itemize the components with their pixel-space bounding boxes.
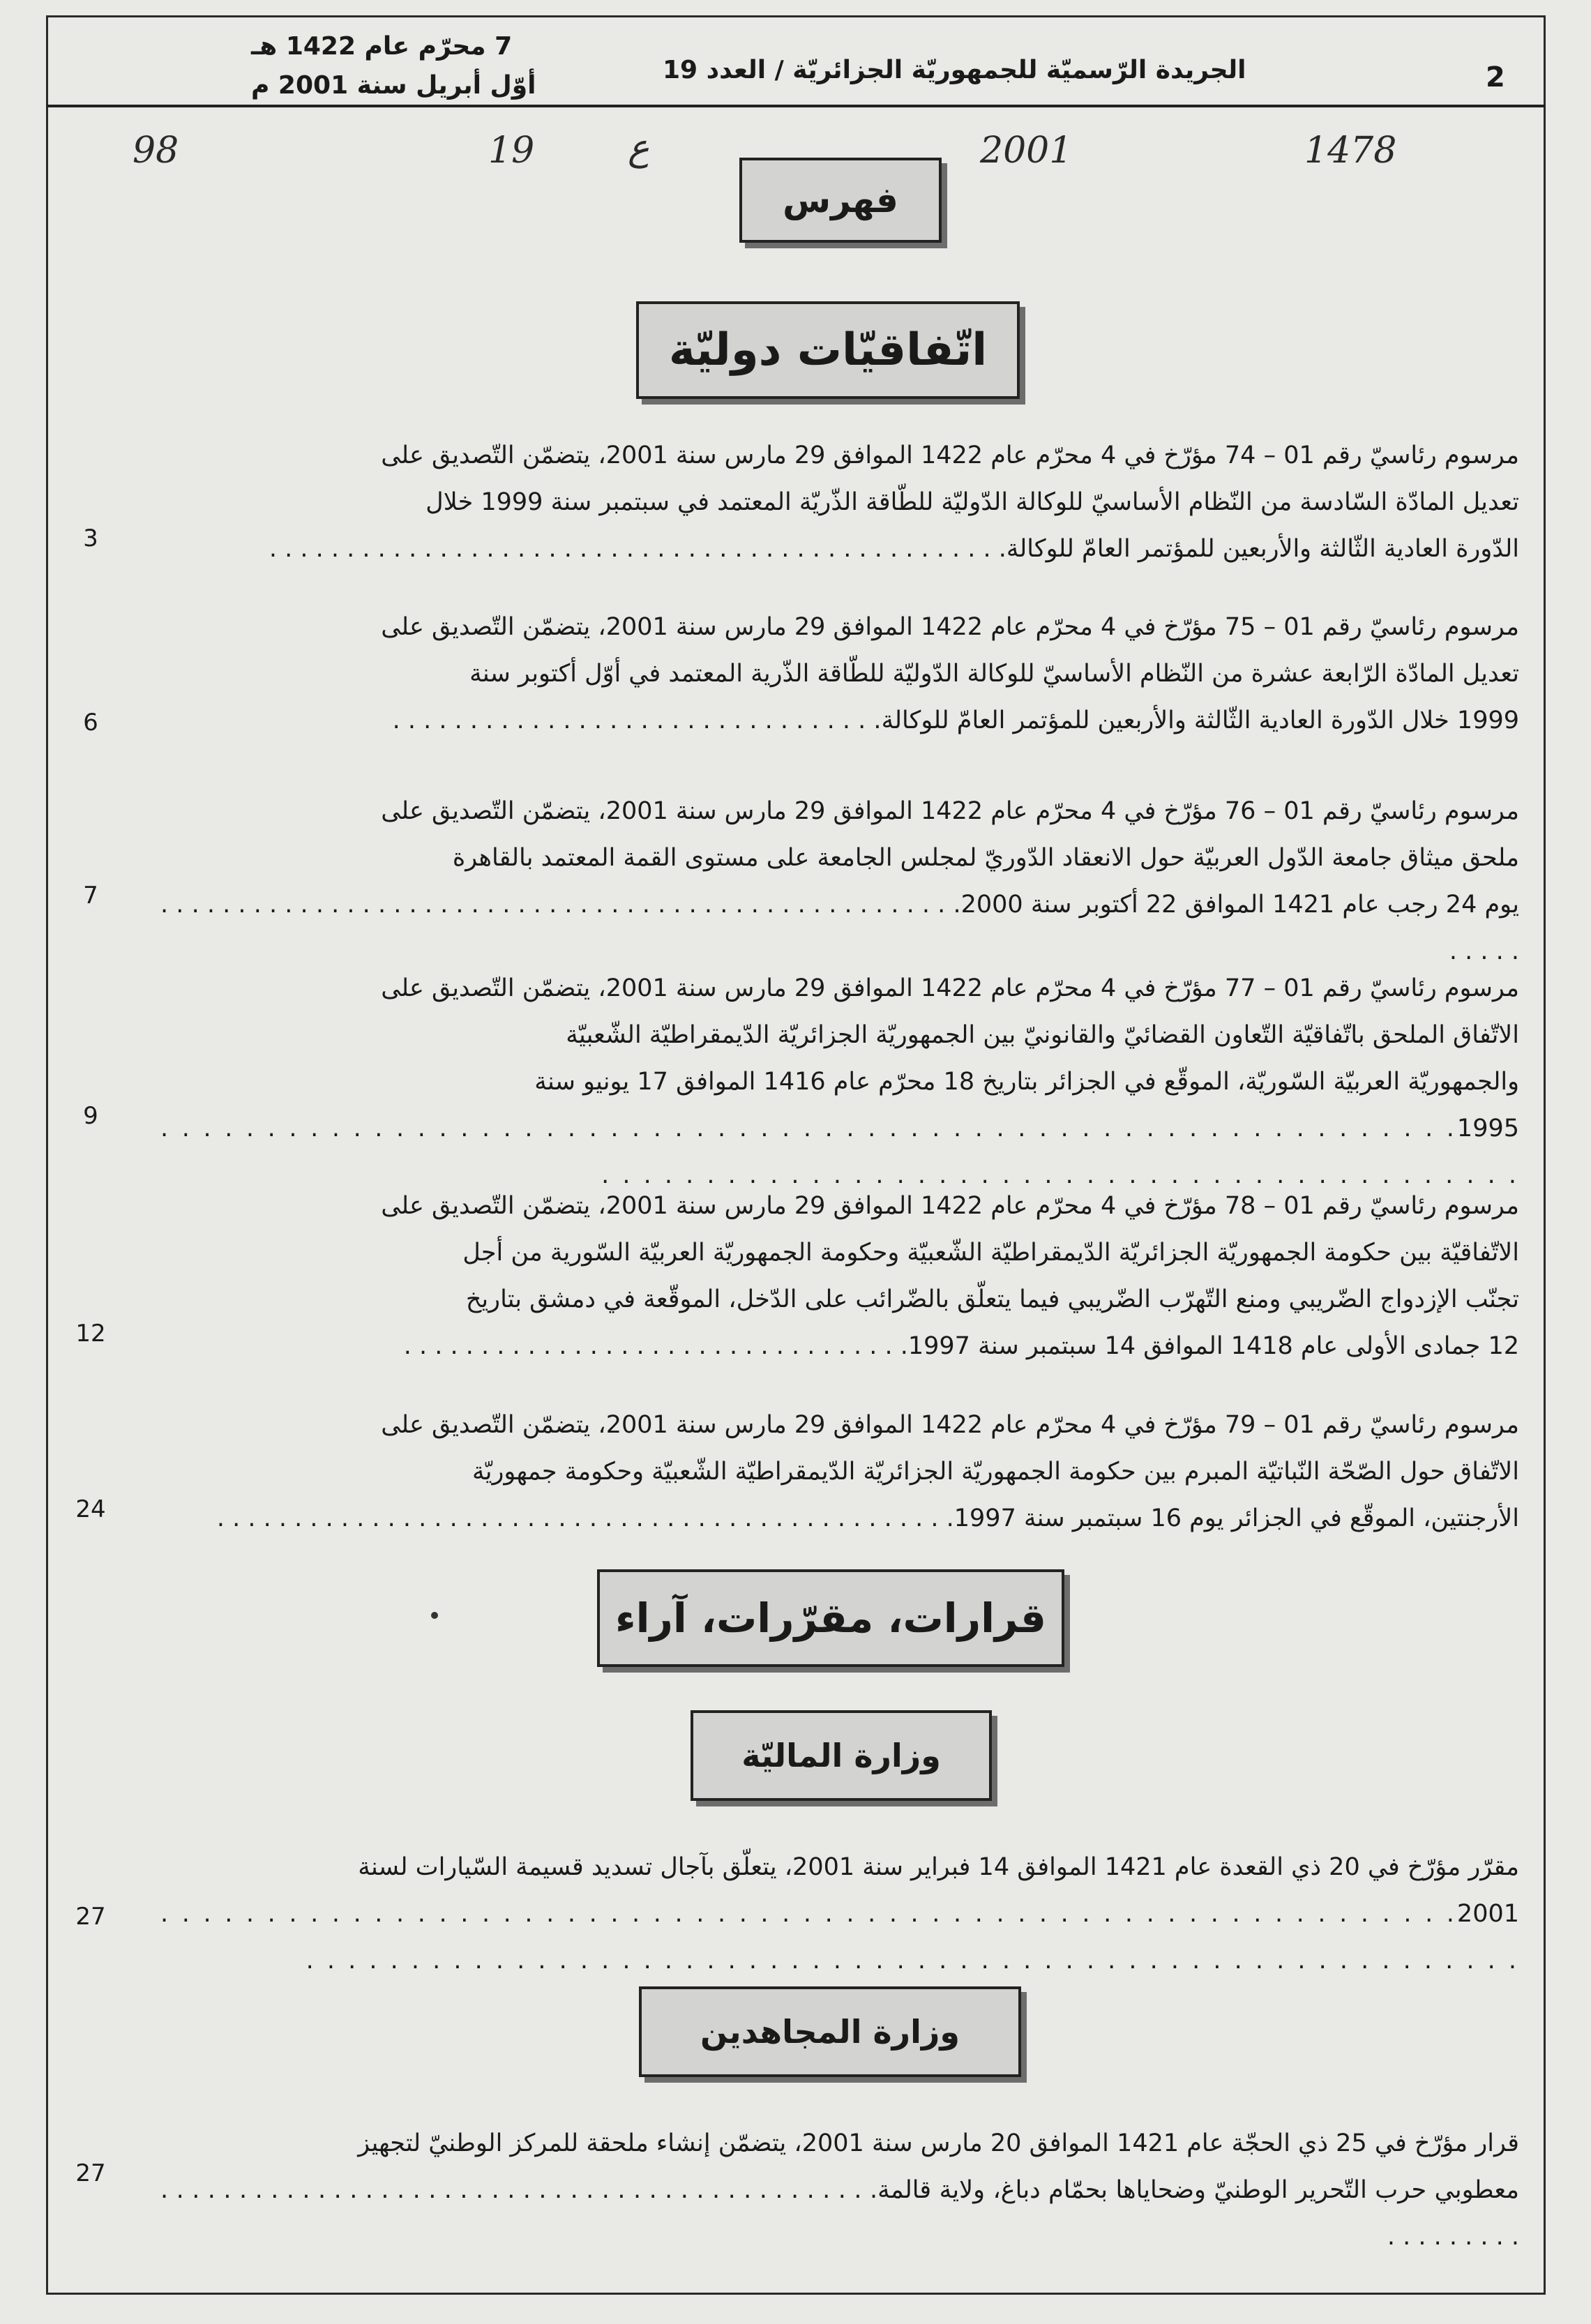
- entry-line: الاتّفاق حول الصّحّة النّباتيّة المبرم بين حكومة الجمهوريّة الجزائريّة الدّيمقراطيّة الشّعبيّة وحكومة جمهوريّة: [472, 1458, 1519, 1486]
- entry-line: مرسوم رئاسيّ رقم 01 – 79 مؤرّخ في 4 محرّم عام 1422 الموافق 29 مارس سنة 2001، يتضمّن التّصديق على: [381, 1411, 1519, 1439]
- entry-text: الدّورة العادية الثّالثة والأربعين للمؤتمر العامّ للوكالة: [1006, 535, 1519, 563]
- page-number: 2: [1486, 61, 1505, 93]
- page-reference: 27: [75, 1903, 106, 1931]
- entry-line: [160, 882, 1519, 975]
- page-reference: 24: [75, 1495, 106, 1523]
- entry-text: 2001: [1456, 1900, 1519, 1928]
- entry-line: [160, 697, 1519, 744]
- page-reference: 12: [75, 1320, 106, 1348]
- toc-entry: [160, 432, 1519, 573]
- entry-line: [160, 1891, 1519, 1984]
- entry-line: تعديل المادّة السّادسة من النّظام الأساسيّ للوكالة الدّوليّة للطّاقة الذّريّة المعتمد في سبتمبر سنة 1999 خلال: [425, 488, 1519, 516]
- toc-entry: [160, 2120, 1519, 2261]
- stray-dot: [431, 1612, 438, 1619]
- leader-dots: . . . . . . . . . . . . . . . . . . . . . . . . . . . . . . . . . . . . . . . . . . . . . . . . . . . . . . . . . . . . . . . . . . . . . . . . . . . . . . . . . . . . . . . . . . . . . . . . . . . . . . . . .: [160, 1115, 1519, 1189]
- leader-dots: . . . . . . . . . . . . . . . . . . . . . . . . . . . . . . . . . . . . . . . . . . . . . . . . . . . . . . . . .: [160, 891, 1519, 965]
- handwritten-issue: 19: [488, 130, 535, 172]
- entry-line: مقرّر مؤرّخ في 20 ذي القعدة عام 1421 الموافق 14 فبراير سنة 2001، يتعلّق بآجال تسديد قسيمة السّيارات لسنة: [358, 1853, 1519, 1881]
- publication-title: الجريدة الرّسميّة للجمهوريّة الجزائريّة / العدد 19: [663, 56, 1246, 84]
- section-decisions: قرارات، مقرّرات، آراء: [597, 1569, 1064, 1667]
- toc-entry: [160, 788, 1519, 975]
- entry-line: والجمهوريّة العربيّة السّوريّة، الموقّع في الجزائر بتاريخ 18 محرّم عام 1416 الموافق 17 يونيو سنة: [534, 1068, 1519, 1096]
- leader-dots: . . . . . . . . . . . . . . . . . . . . . . . . . . . . . . . . . . . . . . . . . . . . . . . .: [216, 1504, 954, 1532]
- entry-line: قرار مؤرّخ في 25 ذي الحجّة عام 1421 الموافق 20 مارس سنة 2001، يتضمّن إنشاء ملحقة للمركز الوطنيّ لتجهيز: [358, 2129, 1519, 2157]
- page-reference: 7: [83, 882, 98, 910]
- toc-entry: [160, 1183, 1519, 1370]
- toc-entry: [160, 1402, 1519, 1542]
- leader-dots: . . . . . . . . . . . . . . . . . . . . . . . . . . . . . . . .: [392, 707, 882, 734]
- section-ministry-mujahidin: وزارة المجاهدين: [639, 1986, 1021, 2077]
- handwritten-number: 1478: [1304, 130, 1397, 172]
- entry-text: 1999 خلال الدّورة العادية الثّالثة والأربعين للمؤتمر العامّ للوكالة: [881, 707, 1519, 734]
- entry-line: مرسوم رئاسيّ رقم 01 – 78 مؤرّخ في 4 محرّم عام 1422 الموافق 29 مارس سنة 2001، يتضمّن التّصديق على: [381, 1192, 1519, 1220]
- entry-line: مرسوم رئاسيّ رقم 01 – 77 مؤرّخ في 4 محرّم عام 1422 الموافق 29 مارس سنة 2001، يتضمّن التّصديق على: [381, 974, 1519, 1002]
- entry-text: معطوبي حرب التّحرير الوطنيّ وضحاياها بحمّام دباغ، ولاية قالمة: [877, 2176, 1520, 2204]
- page-reference: 6: [83, 709, 98, 737]
- index-title: فهرس: [739, 158, 942, 243]
- entry-line: تجنّب الإزدواج الضّريبي ومنع التّهرّب الضّريبي فيما يتعلّق بالضّرائب على الدّخل، الموقّعة في دمشق بتاريخ: [465, 1285, 1519, 1313]
- leader-dots: . . . . . . . . . . . . . . . . . . . . . . . . . . . . . . . . . . . . . . . . . . . . . . . . . . . . . . . . . . . . . . . . . . . . . . . . . . . . . . . . . . . . . . . . . . . . . . . . . . . . . . . . . . . . . . . . . . . . . . .: [160, 1900, 1519, 1975]
- entry-line: [160, 1323, 1519, 1370]
- handwritten-year: 2001: [980, 130, 1073, 172]
- entry-line: الاتّفاقيّة بين حكومة الجمهوريّة الجزائريّة الدّيمقراطيّة الشّعبيّة وحكومة الجمهوريّة العربيّة السّورية من أجل: [462, 1239, 1519, 1267]
- leader-dots: . . . . . . . . . . . . . . . . . . . . . . . . . . . . . . . . . . . . . . . . . . . . . . . .: [269, 535, 1006, 563]
- entry-line: الاتّفاق الملحق باتّفاقيّة التّعاون القضائيّ والقانونيّ بين الجمهوريّة الجزائريّة الدّيمقراطيّة الشّعبيّة: [566, 1021, 1519, 1049]
- page-reference: 27: [75, 2159, 106, 2187]
- leader-dots: . . . . . . . . . . . . . . . . . . . . . . . . . . . . . . . . .: [403, 1332, 908, 1360]
- date-hijri: 7 محرّم عام 1422 هـ: [251, 32, 513, 61]
- section-ministry-finance: وزارة الماليّة: [691, 1710, 992, 1801]
- entry-line: [160, 526, 1519, 573]
- entry-line: مرسوم رئاسيّ رقم 01 – 75 مؤرّخ في 4 محرّم عام 1422 الموافق 29 مارس سنة 2001، يتضمّن التّصديق على: [381, 613, 1519, 641]
- page-reference: 9: [83, 1102, 98, 1130]
- entry-text: الأرجنتين، الموقّع في الجزائر يوم 16 سبتمبر سنة 1997: [953, 1504, 1519, 1532]
- handwritten-code: 98: [133, 130, 179, 172]
- entry-text: يوم 24 رجب عام 1421 الموافق 22 أكتوبر سنة 2000: [960, 891, 1519, 919]
- toc-entry: [160, 604, 1519, 744]
- entry-text: 12 جمادى الأولى عام 1418 الموافق 14 سبتمبر سنة 1997: [907, 1332, 1519, 1360]
- entry-line: [160, 1495, 1519, 1542]
- entry-line: تعديل المادّة الرّابعة عشرة من النّظام الأساسيّ للوكالة الدّوليّة للطّاقة الذّرية المعتمد في أوّل أكتوبر سنة: [469, 660, 1519, 688]
- entry-text: 1995: [1456, 1115, 1519, 1142]
- entry-line: [160, 2167, 1519, 2261]
- leader-dots: . . . . . . . . . . . . . . . . . . . . . . . . . . . . . . . . . . . . . . . . . . . . . . . . . . . . . . .: [160, 2176, 1519, 2251]
- date-gregorian: أوّل أبريل سنة 2001 م: [251, 71, 536, 100]
- header-rule: [46, 105, 1546, 107]
- page-reference: 3: [83, 525, 98, 552]
- section-international-agreements: اتّفاقيّات دوليّة: [636, 301, 1020, 399]
- entry-line: مرسوم رئاسيّ رقم 01 – 74 مؤرّخ في 4 محرّم عام 1422 الموافق 29 مارس سنة 2001، يتضمّن التّصديق على: [381, 442, 1519, 469]
- entry-line: مرسوم رئاسيّ رقم 01 – 76 مؤرّخ في 4 محرّم عام 1422 الموافق 29 مارس سنة 2001، يتضمّن التّصديق على: [381, 797, 1519, 825]
- toc-entry: [160, 1844, 1519, 1984]
- handwritten-letter: ع: [628, 127, 650, 169]
- toc-entry: [160, 965, 1519, 1199]
- entry-line: ملحق ميثاق جامعة الدّول العربيّة حول الانعقاد الدّوريّ لمجلس الجامعة على مستوى القمة المعتمد بالقاهرة: [452, 844, 1519, 872]
